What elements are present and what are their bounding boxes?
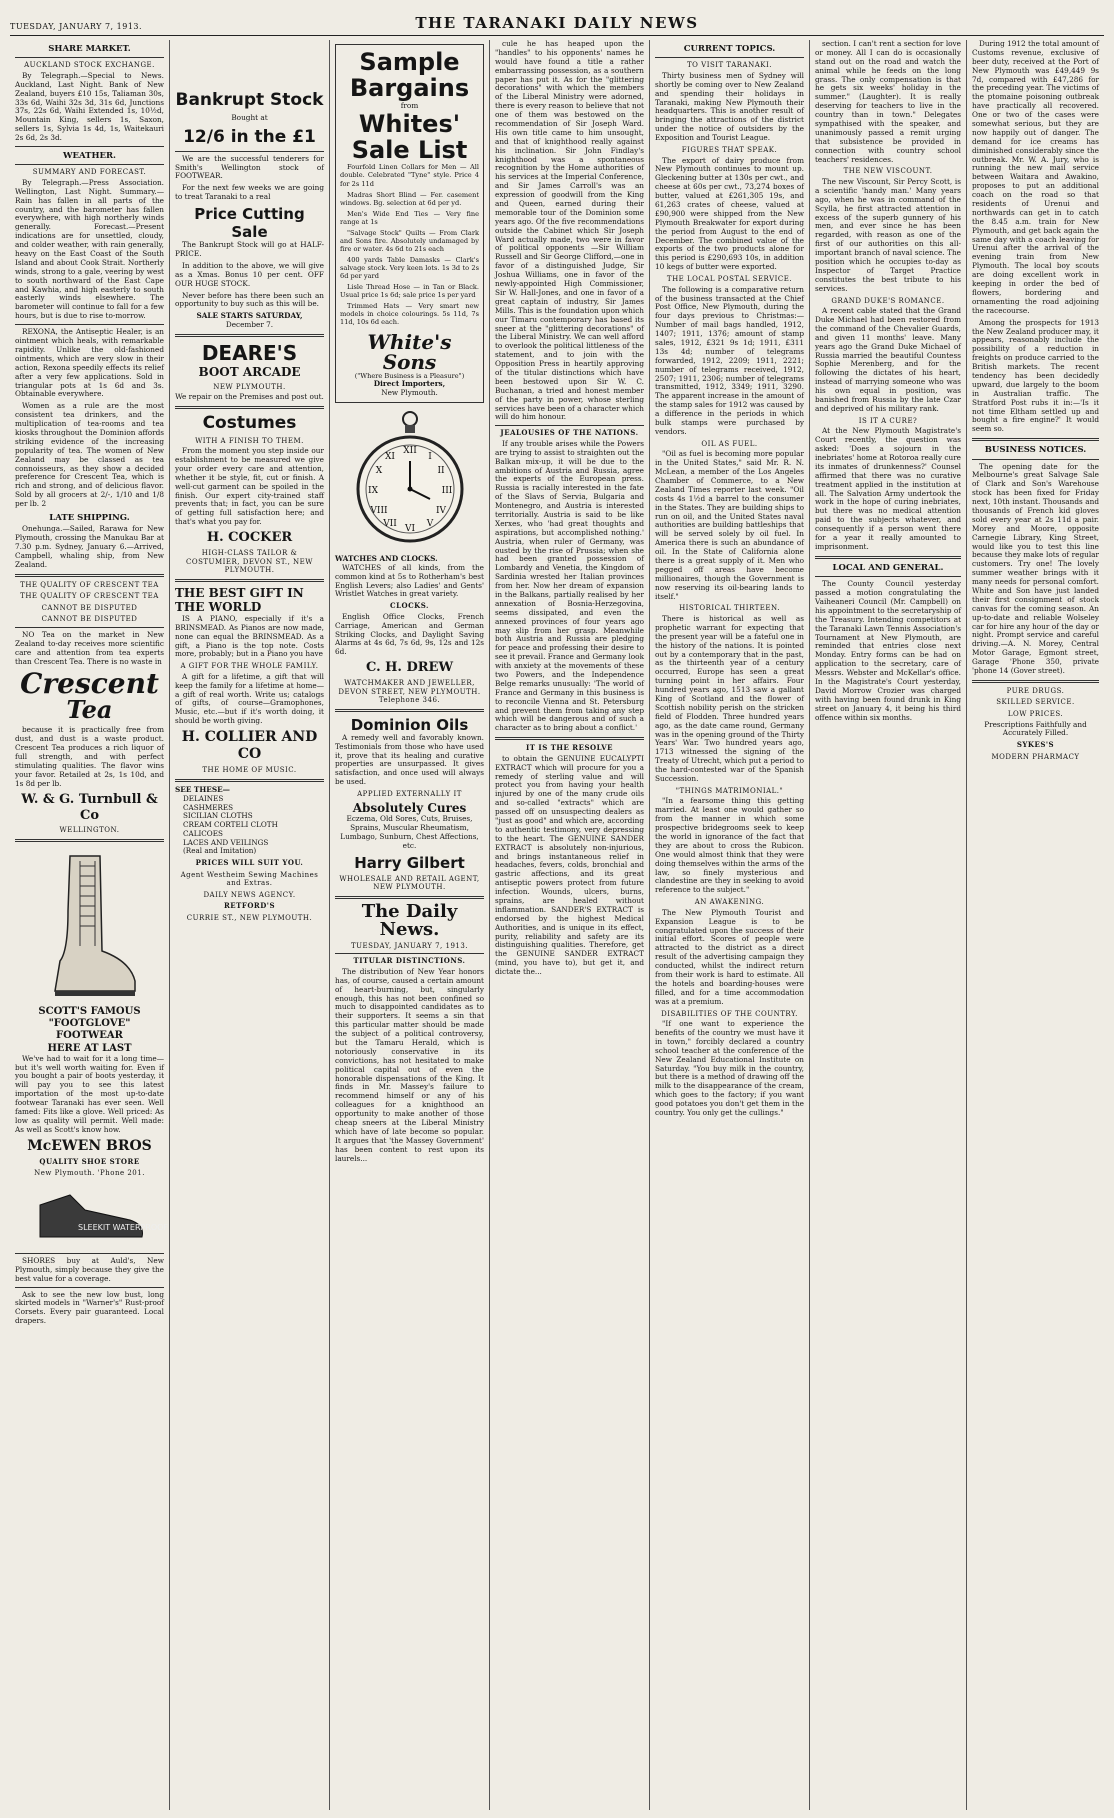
quality-line-1: THE QUALITY OF CRESCENT TEA xyxy=(20,580,159,589)
scott-text: We've had to wait for it a long time—but it's well worth waiting for. Even if you bought a pair of boots yesterday, it will pay you to see this latest importation of the most up-to-date footwear Taranaki has ever seen. Well famed: Fits like a glove. Well priced: As low as quality will permit. Well made: As well as Scott's know how. xyxy=(15,1053,164,1134)
shipping-text: Onehunga.—Sailed, Rarawa for New Plymouth, crossing the Manukau Bar at 7.30 p.m. Sydney, January 6.—Arrived, Campbell, whaling ship, from New Zealand. xyxy=(15,524,164,569)
share-subheading: AUCKLAND STOCK EXCHANGE. xyxy=(24,61,155,70)
prices-suit: PRICES WILL SUIT YOU. xyxy=(195,858,304,868)
figures-heading: FIGURES THAT SPEAK. xyxy=(681,146,778,155)
postal-heading: THE LOCAL POSTAL SERVICE. xyxy=(666,275,793,284)
shoe-icon xyxy=(30,1185,168,1245)
local-general-heading: LOCAL AND GENERAL. xyxy=(832,562,944,573)
women-tea-text: Women as a rule are the most consistent tea drinkers, and the multiplication of tea-rooms and tea kiosks throughout the Dominion affords striking evidence of the increasing popularity of tea. The women of New Zealand may be classed as tea connoisseurs, as they show a decided preference for Crescent Tea, which is rich and strong, and of delicious flavor. Sold by all grocers at 2/-, 1/10 and 1/8 per lb. 2 xyxy=(15,401,164,509)
gilbert-sub: WHOLESALE AND RETAIL AGENT, NEW PLYMOUTH. xyxy=(339,874,480,892)
sale-list-item: Men's Wide End Ties — Very fine range at 1s xyxy=(340,209,479,226)
jealousies-text: If any trouble arises while the Powers are trying to assist to straighten out the Balkan mix-up, it will be due to the ambitions of Austria and Russia, agree the experts of the European press. Russia is racially interested in the fate of the Slavs of Servia, Bulgaria and Montenegro, and Austria is interested territorially. Austria is said to be like Xerxes, who 'had great thoughts and aspirations, but accomplished nothing.' Austria, when ruler of Germany, was ousted by the rise of Prussia; when she had been granted possession of Lombardy and Venetia, the Kingdom of Sardinia wrested her Italian provinces from her. Now her dream of expansion in the Balkans, partially realised by her annexation of Bosnia-Herzegovina, seems dissipated, and even the annexed provinces of four years ago may slip from her grasp. Meanwhile both Austria and Russia are pledging for peace and professing their desire to see it prevail. France and Germany look with anxiety at the movements of these two Powers, and the Independence Belge remarks unusually: 'The world of France and Germany in this business is to reconcile Vienna and St. Petersburg and prevent them from taking any step which will be dangerous and of such a character as to bring about a conflict.' xyxy=(495,438,644,733)
sample-heading: Sample xyxy=(359,48,460,76)
bankrupt-text-4: In addition to the above, we will give as a Xmas. Bonus 10 per cent. OFF OUR HUGE STOCK. xyxy=(175,260,324,288)
turnbull-name: W. & G. Turnbull & Co xyxy=(21,791,158,823)
pocket-watch-illustration xyxy=(335,409,484,549)
family-gift: A GIFT FOR THE WHOLE FAMILY. xyxy=(180,662,319,671)
svg-text:X: X xyxy=(375,465,382,476)
shores-text: SHORES buy at Auld's, New Plymouth, simply because they give the best value for a coverage. xyxy=(15,1255,164,1283)
svg-text:VI: VI xyxy=(404,523,415,534)
titular-continued: cule he has heaped upon the "handles" to his opponents' names he would have found a title a rather embarrassing possession, as a southern paper has put it. As for the "glittering decorations" with which the members of the Liberal Ministry were adorned, there is every reason to believe that not one of them was bestowed on the recommendation of Sir Joseph Ward. His own title came to him unsought, and that of knighthood really against his inclination. Sir John Findlay's knighthood was a spontaneous recognition by the Home authorities of his services at the Imperial Conference, and Sir James Carroll's was an expression of goodwill from the King and Queen, earned during their memorable tour of the Dominion some years ago. Of the five recommendations outside the Cabinet which Sir Joseph Ward actually made, two were in favor of political opponents —Sir William Russell and Sir George Clifford,—one in favor of a distinguished Judge, Sir Joshua Williams, one in favor of the newly-appointed High Commissioner, Sir W. Hall-Jones, and one in favor of a great captain of industry, Sir James Mills. This is the foundation upon which our Timaru contemporary has based its sneer at the "glittering decorations" of the Liberal Ministry. We can well afford to overlook the political littleness of the statement, and to join with the Opposition Press in heartily approving of the titular distinctions which have been bestowed upon Sir W. C. Buchanan, a tried and honest member of the party in power, whose sterling services have been of a character which will do him honour. xyxy=(495,39,644,422)
sleekit-boot xyxy=(15,1180,168,1250)
watches-heading: WATCHES AND CLOCKS. xyxy=(335,553,438,563)
masthead xyxy=(10,6,1104,36)
skilled-service: SKILLED SERVICE. xyxy=(996,698,1075,707)
cure-text: At the New Plymouth Magistrate's Court recently, the question was asked: 'Does a sojourn in the inebriates' home at Rotoroa really cure its inmates of drunkenness?' Counsel affirmed that there was no curative treatment applied in the institution at all. The Salvation Army undertook the work in the hope of curing inebriates, but there was no medical attention paid to the subjects whatever, and consequently if a person went there for a year it really amounted to imprisonment. xyxy=(815,426,961,551)
freight-text: Among the prospects for 1913 the New Zealand producer may, it appears, reasonably include the possibility of a reduction in freights on produce carried to the British markets. The recent tendency has been decidedly upward, due largely to the boom in Australian traffic. The Stratford Post rubs it in:—'Is it not time Eltham settled up and bought a fire engine?' It would seem so. xyxy=(972,317,1099,434)
rexona-text: REXONA, the Antiseptic Healer, is an ointment which heals, with remarkable rapidity. Unlike the old-fashioned ointments, which are very slow in their action, Rexona speedily effects its relief after a very few applications. Sold in triangular pots at 1s 6d and 3s. Obtainable everywhere. xyxy=(15,327,164,399)
disabilities-text: "If one want to experience the benefits of the country we must have it in town," forcibly declared a country school teacher at the conference of the New Zealand Educational Institute on Saturday. "You buy milk in the country, but there is a method of drawing off the milk to the disappearance of the cream, which goes to the factory; if you want good potatoes you don't get them in the country. You only get the cullings." xyxy=(655,1019,804,1118)
deare-heading: DEARE'S xyxy=(201,341,298,366)
awakening-heading: AN AWAKENING. xyxy=(694,898,765,907)
svg-text:II: II xyxy=(436,465,445,476)
svg-text:IX: IX xyxy=(367,485,378,496)
share-market-heading: SHARE MARKET. xyxy=(48,44,131,54)
postal-text: The following is a comparative return of the business transacted at the Chief Post Office, New Plymouth, during the four days previous to Christmas:—Number of mail bags handled, 1912, 1407; 1911, 1376; amount of stamp sales, 1912, £321 9s 1d; 1911, £311 13s 4d; number of telegrams forwarded, 1912, 2209; 1911, 2221; number of telegrams received, 1912, 2507; 1911, 2306; number of telegrams transmitted, 1912, 3349; 1911, 3290. The apparent increase in the amount of the stamp sales for 1912 was caused by a difference in the periods in which bulk stamps were purchased by vendors. xyxy=(655,284,804,436)
columns xyxy=(10,40,1104,1810)
disputed-line-1: CANNOT BE DISPUTED xyxy=(41,603,138,612)
agent-text: Agent Westheim Sewing Machines and Extras. xyxy=(180,870,319,888)
drew-name: C. H. DREW xyxy=(365,660,454,676)
prescriptions-text: Prescriptions Faithfully and Accurately Filled. xyxy=(984,719,1087,738)
dominion-oils-heading: Dominion Oils xyxy=(350,715,469,734)
here-at-last: HERE AT LAST xyxy=(47,1042,132,1054)
sale-list-item: Trimmed Hats — Very smart new models in choice colourings. 5s 11d, 7s 11d, 10s 6d each. xyxy=(340,301,479,326)
duke-text: A recent cable stated that the Grand Duke Michael had been restored from the command of the Chevalier Guards, and given 11 months' leave. Many years ago the Grand Duke Michael of Russia married the beautiful Countess Sophie Merenberg, and for the following the dictates of his heart, instead of marrying someone who was his own equal in position, was banished from Russia by the late Czar and deprived of his military rank. xyxy=(815,306,961,413)
duke-heading: GRAND DUKE'S ROMANCE. xyxy=(831,296,945,305)
sale-list-item: "Salvage Stock" Quilts — From Clark and Sons fire. Absolutely undamaged by fire or water. 4s 6d to 21s each xyxy=(340,228,479,253)
svg-text:XII: XII xyxy=(402,445,417,456)
from-text: from xyxy=(400,100,419,110)
footglove-heading: "FOOTGLOVE" FOOTWEAR xyxy=(48,1018,131,1042)
dominion-text: A remedy well and favorably known. Testimonials from those who have used it, prove that its healing and curative properties are unsurpassed. It gives satisfaction, and once used will always be used. xyxy=(335,732,484,787)
whites-sale-ad xyxy=(335,44,484,403)
turnbull-city: WELLINGTON. xyxy=(59,826,120,835)
resolve-text: to obtain the GENUINE EUCALYPTI EXTRACT which will procure for you a remedy of sterling value and will protect you from having your health injured by one of the many crude oils and so-called "extracts" which are passed off on unsuspecting dealers as "just as good" and which are, according to authentic testimony, very depressing to the heart. The GENUINE SANDER EXTRACT is absolutely non-injurious, and brings instantaneous relief in headaches, fevers, colds, bronchial and gastric affections, and its great antiseptic powers protect from future infection. Wounds, ulcers, burns, sprains, are healed without inflammation. SANDER'S EXTRACT is endorsed by the highest Medical Authorities, and is unique in its effect, purity, reliability and safety are its distinguishing qualities. Therefore, get the GENUINE SANDER EXTRACT (mind, you have to), but get it, and dictate the... xyxy=(495,753,644,977)
column-1 xyxy=(10,40,170,1810)
drew-sub: WATCHMAKER AND JEWELLER, DEVON STREET, NEW PLYMOUTH. Telephone 346. xyxy=(338,679,481,705)
viscount-heading: THE NEW VISCOUNT. xyxy=(843,167,933,176)
boot-icon xyxy=(40,851,140,1001)
local-text: The County Council yesterday passed a motion congratulating the Vaiheaneri Council (Mr. Campbell) on his appointment to the secretaryship of the Treasury. Intending competitors at the Taranaki Lawn Tennis Association's Tournament at New Plymouth, are reminded that entries close next Monday. Entry forms can be had on application to the secretary, care of Messrs. Webster and McKellar's office. In the Magistrate's Court yesterday, David Morrow Crozier was charged with having been found drunk in King street on January 4, it being his third offence within six months. xyxy=(815,579,961,722)
sale-list-item: Madras Short Blind — Fer. casement windows. Bg. selection at 6d per yd. xyxy=(340,190,479,207)
cutting-sale-heading: Price Cutting Sale xyxy=(194,205,305,242)
mcewen-sub: QUALITY SHOE STORE xyxy=(39,1156,140,1166)
share-text: By Telegraph.—Special to News. Auckland, Last Night. Bank of New Zealand, buyers £10 15s, Taliaman 30s, 33s 6d, Waihi 32s 3d, 31s 6d, Junctions 37s, 22s 6d, Waihi Extended 1s, 10½d, Mountain King, sellers 1s, Saxon, sellers 1s, Sylvia 1s 4d, 1s, Waitekauri 2s 6d, 2s 3d. xyxy=(15,70,164,143)
cures-text: Eczema, Old Sores, Cuts, Bruises, Sprains, Muscular Rheumatism, Lumbago, Sunburn, Chest Affections, etc. xyxy=(340,814,479,850)
sykes-name: SYKES'S xyxy=(1016,740,1055,750)
sleekit-label: SLEEKIT WATERPROOF xyxy=(77,1222,168,1232)
applied-text: APPLIED EXTERNALLY IT xyxy=(357,790,462,799)
boot-arcade: BOOT ARCADE xyxy=(198,365,301,380)
column-3 xyxy=(330,40,490,1810)
pure-drugs: PURE DRUGS. xyxy=(1006,686,1065,695)
figures-text: The export of dairy produce from New Plymouth continues to mount up. Gleckening butter at 130s per cwt., and cheese at 60s per cwt., 73,274 boxes of butter, valued at £261,305 19s, and 61,263 crates of cheese, valued at £90,900 were shipped from the New Plymouth Breakwater for export during the period from August to the end of December. The combined value of the exports of the two products alone for this period is £290,693 10s, in addition 10 kegs of butter were exported. xyxy=(655,155,804,272)
visit-text: Thirty business men of Sydney will shortly be coming over to New Zealand and spending their holidays in Taranaki, making New Plymouth their headquarters. This is another result of bringing the attractions of the district under the notice of outsiders by the Exposition and Tourist League. xyxy=(655,70,804,143)
current-topics-heading: CURRENT TOPICS. xyxy=(683,44,776,54)
bargains-heading: Bargains xyxy=(349,74,470,103)
fabric-list-item: CREAM CORTELI CLOTH xyxy=(183,820,278,830)
whites-logo: White's Sons xyxy=(367,330,452,375)
clocks-text: English Office Clocks, French Carriage, American and German Striking Clocks, and Daylight Saving Alarms at 4s 6d, 7s 6d, 9s, 12s and 12s 6d. xyxy=(335,611,484,657)
fabric-list-item: SICILIAN CLOTHS xyxy=(183,811,253,821)
fabric-list-item: (Real and Imitation) xyxy=(183,846,257,856)
column-5 xyxy=(650,40,810,1810)
absolutely-cures: Absolutely Cures xyxy=(352,800,467,815)
sale-items xyxy=(340,163,479,326)
scott-heading: SCOTT'S FAMOUS xyxy=(38,1005,141,1017)
low-prices: LOW PRICES. xyxy=(1007,709,1064,718)
daily-news-date: TUESDAY, JANUARY 7, 1913. xyxy=(350,941,469,950)
bought-at: Bought at xyxy=(231,113,268,123)
crescent-logo-word: Crescent xyxy=(20,667,159,701)
pocket-watch-icon xyxy=(355,409,465,549)
weather-heading: WEATHER. xyxy=(62,151,116,162)
mcewen-name: McEWEN BROS xyxy=(27,1137,152,1154)
weather-text: By Telegraph.—Press Association. Wellington, Last Night. Summary.—Rain has fallen in all parts of the country, and the barometer has fallen everywhere, with high northerly winds generally. Forecast.—Present indications are for unsettled, cloudy, and colder weather, with rain generally, heavy on the East Coast of the South Island and about Cook Strait. Northerly winds, strong to a gale, veering by west to south northward of the East Cape and Kawhia, and high easterly to south easterly winds elsewhere. The barometer will continue to fall for a few hours, but is due to rise to-morrow. xyxy=(15,177,164,321)
oil-heading: OIL AS FUEL. xyxy=(701,439,758,448)
lace-boot-illustration xyxy=(15,846,164,1006)
home-of-music: THE HOME OF MUSIC. xyxy=(202,766,297,775)
customs-text: During 1912 the total amount of Customs revenue, exclusive of beer duty, received at the Port of New Plymouth was £49,449 9s 7d, compared with £47,286 for the preceding year. The victims of the ptomaine poisoning outbreak have practically all recovered. One or two of the cases were somewhat serious, but they are now happily out of danger. The demand for ice creams has diminished considerably since the outbreak. Mr. W. A. Jury, who is running the new mail service between Waitara and Awakino, proposes to put an additional coach on the road so that residents of Urenui and northwards can get in to catch the 8.45 a.m. train for New Plymouth, and get back again the same day with a coach leaving for Urenui after the arrival of the evening train from New Plymouth. The local boy scouts are doing excellent work in keeping in order the bed of flowers, bordering and ornamenting the road adjoining the racecourse. xyxy=(972,39,1099,315)
retford-name: RETFORD'S xyxy=(223,901,275,911)
fabric-list-item: CALICOES xyxy=(183,828,223,838)
corset-text: Ask to see the new low bust, long skirted models in "Warner's" Rust-proof Corsets. Every pair guaranteed. Local drapers. xyxy=(15,1289,164,1326)
masthead-date: TUESDAY, JANUARY 7, 1913. xyxy=(10,22,143,32)
column-2 xyxy=(170,40,330,1810)
historical-heading: HISTORICAL THIRTEEN. xyxy=(679,604,780,613)
modern-pharmacy: MODERN PHARMACY xyxy=(991,752,1080,761)
watches-text: WATCHES of all kinds, from the common kind at 5s to Rotherham's best English Levers; also Ladies' and Gents' Wristlet Watches in great variety. xyxy=(335,562,484,599)
piano-text: IS A PIANO, especially if it's a BRINSMEAD. As Pianos are now made, none can equal the BRINSMEAD. As a gift, a Piano is the top note. Costs more, probably; but in a Piano you have xyxy=(175,613,324,659)
quality-line-2: THE QUALITY OF CRESCENT TEA xyxy=(20,592,159,601)
crescent-text: because it is practically free from dust, and dust is a waste product. Crescent Tea produces a rich liquor of full strength, and with perfect stimulating qualities. The flavor wins your favor. Retailed at 2s, 1s 10d, and 1s 8d per lb. xyxy=(15,725,164,788)
bankrupt-text-1: We are the successful tenderers for Smith's Wellington stock of FOOTWEAR. xyxy=(175,153,324,181)
matrimonial-heading: "THINGS MATRIMONIAL." xyxy=(675,786,784,795)
weather-subheading: SUMMARY AND FORECAST. xyxy=(32,168,147,177)
awakening-text: The New Plymouth Tourist and Expansion League is to be congratulated upon the success of their initial effort. Scores of people were attracted to the district as a direct result of the advertising campaign they conducted, whilst the indirect return from their work is hard to estimate. All the hotels and boarding-houses were filled, and for a time accommodation was at a premium. xyxy=(655,907,804,1006)
news-agency: DAILY NEWS AGENCY. xyxy=(203,890,296,899)
sale-starts-date: December 7. xyxy=(225,320,274,330)
sale-list-heading: Sale List xyxy=(351,136,468,165)
clocks-heading: CLOCKS. xyxy=(390,601,429,611)
disputed-line-2: CANNOT BE DISPUTED xyxy=(41,615,138,624)
svg-text:XI: XI xyxy=(384,451,395,462)
cocker-name: H. COCKER xyxy=(206,530,293,546)
svg-text:I: I xyxy=(427,451,432,462)
titular-text: The distribution of New Year honors has, of course, caused a certain amount of heart-burning, but, singularly enough, this has not been confined so much to disappointed candidates as to their supporters. It seems a sin that this particular matter should be made the subject of a political controversy, but the Tamaru Herald, which is notoriously conservative in its convictions, has not hesitated to make political capital out of even the honorable dispensations of the King. It finds in Mr. Massey's failure to recommend himself or any of his colleagues for a knighthood an opportunity to make another of those cheap sneers at the Liberal Ministry which have of late become so popular. It argues that 'the Massey Government' has been content to rest upon its laurels... xyxy=(335,966,484,1163)
price-heading: 12/6 in the £1 xyxy=(183,127,316,148)
column-6 xyxy=(810,40,967,1810)
collier-name: H. COLLIER AND CO xyxy=(181,729,318,763)
fabric-list-item: LACES AND VEILINGS xyxy=(183,837,269,847)
deare-city: NEW PLYMOUTH. xyxy=(213,382,286,391)
visit-heading: TO VISIT TARANAKI. xyxy=(687,61,772,70)
column-7 xyxy=(967,40,1104,1810)
svg-text:IV: IV xyxy=(435,505,446,516)
shipping-heading: LATE SHIPPING. xyxy=(49,512,130,523)
sale-list-item: Fourfold Linen Collars for Men — All double. Celebrated "Tyne" style. Price 4 for 2s 11d xyxy=(340,163,479,188)
cure-heading: IS IT A CURE? xyxy=(858,416,918,425)
historical-text: There is historical as well as prophetic warrant for expecting that the present year will be a fateful one in the history of the nations. It is pointed out by a contemporary that in the past, as the thirteenth year of a century occurred, Europe has seen a great turning point in her affairs. Four hundred years ago, 1513 saw a gallant King of Scotland and the flower of Scottish nobility perish on the stricken field of Flodden. Three hundred years ago, as the date came round, Germany was in the opening ground of the Thirty Years' War. Two hundred years ago, 1713 witnessed the signing of the Treaty of Utrecht, which put a period to the hard-contested war of the Spanish Succession. xyxy=(655,614,804,784)
business-text: The opening date for the Melbourne's great Salvage Sale of Clark and Son's Warehouse stock has been fixed for Friday next, 10th instant. Thousands and thousands of French kid gloves sold every year at 2s 11d a pair. Morey and Moore, opposite Carnegie Library, King Street, would like you to test this line because they make lots of regular customers. Try one! The lovely summer weather brings with it many needs for personal comfort. White and Son have just landed their first consignment of stock canvas for the coming season. An up-to-date and reliable Wolseley car for hire any hour of the day or night. Prompt service and careful driving.—A. N. Morey, Central Motor Garage, Egmont street, Garage 'Phone 350, private 'phone 14 (Gover street). xyxy=(972,461,1099,676)
costumes-heading: Costumes xyxy=(202,413,297,434)
crescent-tea-logo xyxy=(15,667,164,725)
jealousies-heading: JEALOUSIES OF THE NATIONS. xyxy=(500,428,639,438)
tea-logo-word: Tea xyxy=(66,695,113,725)
fabric-list-item: DELAINES xyxy=(183,793,224,803)
retford-address: CURRIE ST., NEW PLYMOUTH. xyxy=(186,913,313,922)
whites-heading: Whites' xyxy=(358,109,461,138)
cocker-sub: HIGH-CLASS TAILOR & COSTUMIER, DEVON ST., NEW PLYMOUTH. xyxy=(185,548,313,575)
svg-text:VII: VII xyxy=(382,518,397,529)
direct-importers: Direct Importers, xyxy=(373,379,446,389)
daily-news-nameplate: The Daily News. xyxy=(361,900,458,940)
repair-text: We repair on the Premises and post out. xyxy=(175,392,324,402)
business-notices-heading: BUSINESS NOTICES. xyxy=(984,445,1087,456)
resolve-heading: IT IS THE RESOLVE xyxy=(526,743,613,753)
whites-city: New Plymouth. xyxy=(381,387,438,397)
svg-text:VIII: VIII xyxy=(369,505,388,516)
titular-heading: TITULAR DISTINCTIONS. xyxy=(353,956,466,966)
gift-text: A gift for a lifetime, a gift that will keep the family for a lifetime at home—a gift of real worth. Write us; catalogs of gifts, of course—Gramophones, Music, etc.—but if it's worth doing, it should be worth giving. xyxy=(175,671,324,726)
mcewen-address: New Plymouth. 'Phone 201. xyxy=(34,1169,145,1178)
bankrupt-heading: Bankrupt Stock xyxy=(175,90,324,110)
best-gift-heading: THE BEST GIFT IN THE WORLD xyxy=(175,585,304,615)
sale-list-item: Lisle Thread Hose — in Tan or Black. Usual price 1s 6d; sale price 1s per yard xyxy=(340,282,479,299)
country-teacher-text: section. I can't rent a section for love or money. All I can do is occasionally stand out on the road and watch the animal while he feeds on the long grass. The only compensation is that he gets six weeks' holiday in the summer." (Laughter). It is really deserving for teachers to live in the country than in town." Delegates sympathised with the speaker, and unanimously passed a remit urging that subsistence be provided in connection with country school teachers' residences. xyxy=(815,39,961,164)
sale-list-item: 400 yards Table Damasks — Clark's salvage stock. Very keen lots. 1s 3d to 2s 6d per yard xyxy=(340,255,479,280)
bankrupt-text-3: The Bankrupt Stock will go at HALF-PRICE. xyxy=(175,240,324,259)
oil-text: "Oil as fuel is becoming more popular in the United States," said Mr. R. N. McLean, a member of the Los Angeles Chamber of Commerce, to a New Zealand Times reporter last week. "Oil costs 4s 1½d a barrel to the consumer in the States. They are building ships to run on oil, and the United States naval authorities are building battleships that will be served solely by oil fuel. In America there is such an abundance of oil. In the State of California alone there is a great supply of it. Men who pegged off areas have become millionaires, though the Government is now reserving its oil-bearing lands to itself." xyxy=(655,449,804,601)
costumes-sub: WITH A FINISH TO THEM. xyxy=(195,436,304,445)
disabilities-heading: DISABILITIES OF THE COUNTRY. xyxy=(661,1009,798,1018)
svg-text:V: V xyxy=(426,518,433,529)
costumes-text: From the moment you step inside our establishment to be measured we give your order every care and attention, whether it be style, fit, cut or finish. A well-cut garment can be spoiled in the finish. Our expert city-trained staff prevents that; in fact, you can be sure of getting full satisfaction here; and that's what you pay for. xyxy=(175,446,324,527)
matrimonial-text: "In a fearsome thing this getting married. At least one would gather so from the manner in which some prospective bridegrooms seek to keep the world in ignorance of the fact that they are about to cross the Rubicon. One would almost think that they were doing themselves within the arms of the law, so finely mysterious and clandestine are they in seeking to avoid reference to the subject." xyxy=(655,796,804,895)
bankrupt-text-2: For the next few weeks we are going to treat Taranaki to a real xyxy=(175,183,324,202)
viscount-text: The new Viscount, Sir Percy Scott, is a scientific 'handy man.' Many years ago, when he was in command of the Scylla, he first attracted attention in excess of the superb gunnery of his men, and ever since he has been regarded, with reason as one of the first of our authorities on this all-important branch of naval science. The position which he occupies to-day as Inspector of Target Practice constitutes the best tribute to his services. xyxy=(815,177,961,293)
no-tea-text: NO Tea on the market in New Zealand to-day receives more scientific care and attention from tea experts than Crescent Tea. There is no waste in xyxy=(15,629,164,666)
whites-motto: ("Where Business is a Pleasure") xyxy=(354,372,465,381)
see-these: SEE THESE— xyxy=(175,784,230,794)
masthead-title: THE TARANAKI DAILY NEWS xyxy=(415,13,699,32)
fabric-list-item: CASHMERES xyxy=(183,802,234,812)
gilbert-name: Harry Gilbert xyxy=(354,853,465,872)
bankrupt-text-5: Never before has there been such an opportunity to buy such as this will be. xyxy=(175,290,324,309)
svg-text:III: III xyxy=(441,485,452,496)
fabric-list xyxy=(175,795,324,856)
column-4 xyxy=(490,40,650,1810)
sale-starts: SALE STARTS SATURDAY, xyxy=(196,311,303,321)
